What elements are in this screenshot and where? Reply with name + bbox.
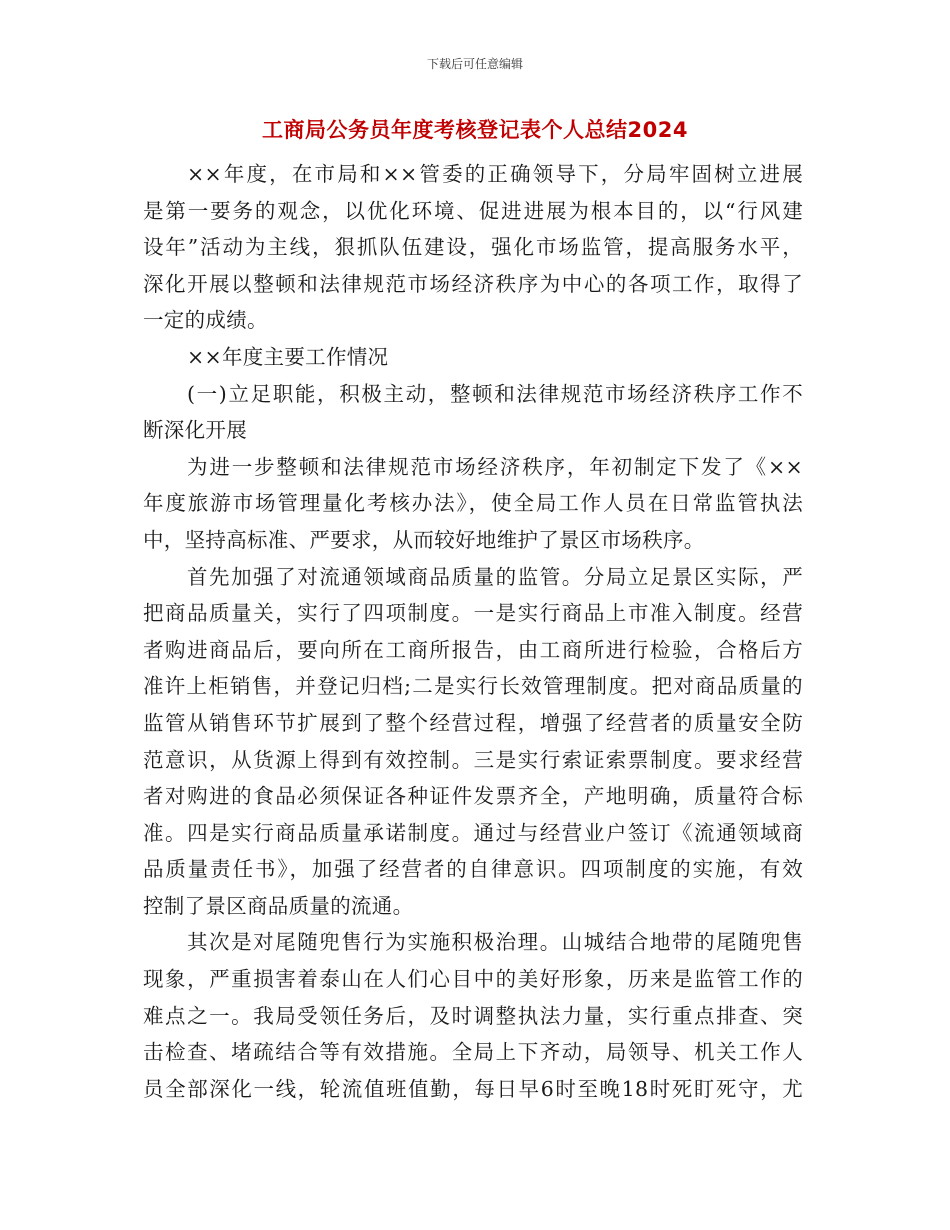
body-text-line: 把商品质量关，实行了四项制度。一是实行商品上市准入制度。经营 [143,601,803,626]
body-text-line: 现象，严重损害着泰山在人们心目中的美好形象，历来是监管工作的 [143,967,803,992]
body-text-line: 员全部深化一线，轮流值班值勤，每日早6时至晚18时死盯死守，尤 [143,1076,803,1101]
body-text-line: ××年度，在市局和××管委的正确领导下，分局牢固树立进展 [187,162,803,186]
body-text-line: 深化开展以整顿和法律规范市场经济秩序为中心的各项工作，取得了 [143,271,803,296]
body-text-line: 品质量责任书》，加强了经营者的自律意识。四项制度的实施，有效 [143,857,803,882]
page-header: 下载后可任意编辑 [426,57,523,71]
body-text-line: 范意识，从货源上得到有效控制。三是实行索证索票制度。要求经营 [143,747,803,772]
body-text-line: (一)立足职能，积极主动，整顿和法律规范市场经济秩序工作不 [187,381,803,406]
document-title: 工商局公务员年度考核登记表个人总结2024 [262,118,688,142]
body-text-line: 监管从销售环节扩展到了整个经营过程，增强了经营者的质量安全防 [143,710,803,735]
body-text-line: 准许上柜销售，并登记归档;二是实行长效管理制度。把对商品质量的 [143,674,803,699]
body-text-line: 断深化开展 [143,418,247,443]
body-text-line: 一定的成绩。 [143,308,268,333]
body-text-line: 其次是对尾随兜售行为实施积极治理。山城结合地带的尾随兜售 [187,930,803,955]
body-text-line: 为进一步整顿和法律规范市场经济秩序，年初制定下发了《×× [187,454,803,479]
body-text-line: 难点之一。我局受领任务后，及时调整执法力量，实行重点排查、突 [143,1003,803,1028]
body-text-line: 年度旅游市场管理量化考核办法》，使全局工作人员在日常监管执法 [143,491,803,516]
body-text-line: 控制了景区商品质量的流通。 [143,893,414,918]
body-text-line: 者购进商品后，要向所在工商所报告，由工商所进行检验，合格后方 [143,637,803,662]
document-body [143,156,803,1107]
body-text-line: 中，坚持高标准、严要求，从而较好地维护了景区市场秩序。 [143,527,705,552]
body-text-line: 者对购进的食品必须保证各种证件发票齐全，产地明确，质量符合标 [143,784,803,809]
body-text-line: 首先加强了对流通领域商品质量的监管。分局立足景区实际，严 [187,564,803,589]
body-text-line: 击检查、堵疏结合等有效措施。全局上下齐动，局领导、机关工作人 [143,1040,803,1065]
body-text-line: 准。四是实行商品质量承诺制度。通过与经营业户签订《流通领域商 [143,820,803,845]
body-text-line: 设年”活动为主线，狠抓队伍建设，强化市场监管，提高服务水平， [143,235,803,260]
body-text-line: ××年度主要工作情况 [187,344,389,369]
body-text-line: 是第一要务的观念，以优化环境、促进进展为根本目的，以“行风建 [143,198,803,223]
